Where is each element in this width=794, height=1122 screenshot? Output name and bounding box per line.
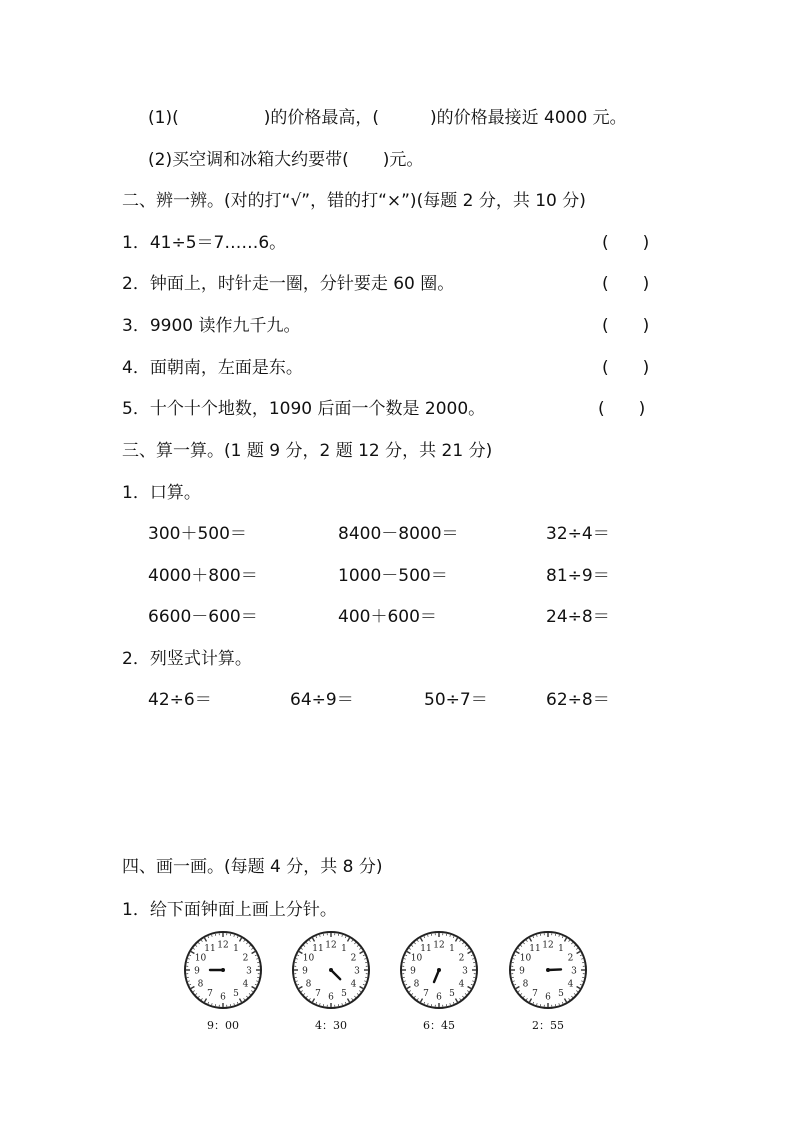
clock-number: 8 bbox=[197, 979, 204, 990]
clock-number: 6 bbox=[545, 992, 551, 1003]
clock-time-label-4: 2：55 bbox=[532, 1019, 564, 1032]
clock-number: 2 bbox=[567, 953, 574, 964]
part1-question-2: (2)买空调和冰箱大约要带( )元。 bbox=[148, 150, 424, 170]
clock-number: 12 bbox=[325, 940, 337, 951]
clock-number: 4 bbox=[242, 979, 249, 990]
vertical-calc-item: 42÷6＝ bbox=[148, 690, 212, 710]
clock-number: 4 bbox=[567, 979, 574, 990]
clock-number: 3 bbox=[462, 966, 468, 977]
clock-number: 6 bbox=[436, 992, 442, 1003]
clock-number: 8 bbox=[305, 979, 312, 990]
judge-item-5: 5．十个十个地数，1090 后面一个数是 2000。 bbox=[122, 399, 486, 419]
answer-paren-2[interactable]: ( ) bbox=[602, 274, 650, 294]
clock-number: 10 bbox=[194, 953, 207, 964]
clock-number: 7 bbox=[532, 989, 538, 1000]
clock-number: 9 bbox=[519, 966, 525, 977]
clock-number: 7 bbox=[207, 989, 213, 1000]
oral-calc-item: 81÷9＝ bbox=[546, 566, 610, 586]
clock-face-1[interactable] bbox=[182, 929, 264, 1011]
oral-calc-item: 24÷8＝ bbox=[546, 607, 610, 627]
oral-calc-item: 1000－500＝ bbox=[338, 566, 448, 586]
vertical-calc-item: 50÷7＝ bbox=[424, 690, 488, 710]
clock-number: 2 bbox=[242, 953, 249, 964]
oral-calc-item: 6600－600＝ bbox=[148, 607, 258, 627]
judge-item-3: 3．9900 读作九千九。 bbox=[122, 316, 301, 336]
clock-number: 3 bbox=[354, 966, 360, 977]
draw-clock-title: 1．给下面钟面上画上分针。 bbox=[122, 900, 337, 920]
clock-number: 2 bbox=[350, 953, 357, 964]
clock-number: 11 bbox=[420, 943, 432, 954]
clock-number: 12 bbox=[217, 940, 229, 951]
oral-calc-title: 1．口算。 bbox=[122, 483, 201, 503]
clock-time-label-1: 9：00 bbox=[207, 1019, 239, 1032]
clock-number: 5 bbox=[558, 989, 564, 1000]
answer-paren-1[interactable]: ( ) bbox=[602, 233, 650, 253]
part3-heading: 三、算一算。(1 题 9 分，2 题 12 分，共 21 分) bbox=[122, 441, 493, 461]
oral-calc-item: 4000＋800＝ bbox=[148, 566, 258, 586]
clock-number: 7 bbox=[315, 989, 321, 1000]
clock-time-label-2: 4：30 bbox=[315, 1019, 347, 1032]
clock-number: 1 bbox=[449, 943, 455, 954]
clock-number: 10 bbox=[410, 953, 423, 964]
clock-number: 4 bbox=[458, 979, 465, 990]
clock-number: 11 bbox=[312, 943, 324, 954]
clock-number: 1 bbox=[341, 943, 347, 954]
answer-paren-4[interactable]: ( ) bbox=[602, 358, 650, 378]
clock-number: 6 bbox=[328, 992, 334, 1003]
clock-number: 5 bbox=[233, 989, 239, 1000]
oral-calc-item: 32÷4＝ bbox=[546, 524, 610, 544]
clock-number: 10 bbox=[302, 953, 315, 964]
judge-item-1: 1．41÷5＝7……6。 bbox=[122, 233, 287, 253]
clock-number: 8 bbox=[522, 979, 529, 990]
clock-number: 9 bbox=[194, 966, 200, 977]
clock-number: 2 bbox=[458, 953, 465, 964]
judge-item-2: 2．钟面上，时针走一圈，分针要走 60 圈。 bbox=[122, 274, 455, 294]
clock-number: 7 bbox=[423, 989, 429, 1000]
clock-number: 4 bbox=[350, 979, 357, 990]
clock-number: 12 bbox=[542, 940, 554, 951]
part1-question-1: (1)( )的价格最高，( )的价格最接近 4000 元。 bbox=[148, 108, 627, 128]
vertical-calc-item: 62÷8＝ bbox=[546, 690, 610, 710]
clock-number: 3 bbox=[246, 966, 252, 977]
clock-face-2[interactable] bbox=[290, 929, 372, 1011]
clock-center bbox=[437, 968, 441, 972]
oral-calc-item: 400＋600＝ bbox=[338, 607, 437, 627]
clock-number: 5 bbox=[341, 989, 347, 1000]
clock-number: 6 bbox=[220, 992, 226, 1003]
answer-paren-3[interactable]: ( ) bbox=[602, 316, 650, 336]
clock-number: 5 bbox=[449, 989, 455, 1000]
clock-center bbox=[221, 968, 225, 972]
vertical-calc-title: 2．列竖式计算。 bbox=[122, 649, 252, 669]
clock-number: 1 bbox=[558, 943, 564, 954]
clock-number: 9 bbox=[302, 966, 308, 977]
clock-number: 12 bbox=[433, 940, 445, 951]
clock-number: 10 bbox=[519, 953, 532, 964]
clock-time-label-3: 6：45 bbox=[423, 1019, 455, 1032]
clock-number: 9 bbox=[410, 966, 416, 977]
clock-center bbox=[546, 968, 550, 972]
judge-item-4: 4．面朝南，左面是东。 bbox=[122, 358, 303, 378]
clock-number: 3 bbox=[571, 966, 577, 977]
clock-number: 11 bbox=[529, 943, 541, 954]
clock-face-3[interactable] bbox=[398, 929, 480, 1011]
answer-paren-5[interactable]: ( ) bbox=[598, 399, 646, 419]
part2-heading: 二、辨一辨。(对的打“√”，错的打“×”)(每题 2 分，共 10 分) bbox=[122, 191, 586, 211]
oral-calc-item: 300＋500＝ bbox=[148, 524, 247, 544]
clock-number: 8 bbox=[413, 979, 420, 990]
vertical-calc-item: 64÷9＝ bbox=[290, 690, 354, 710]
oral-calc-item: 8400－8000＝ bbox=[338, 524, 459, 544]
part4-heading: 四、画一画。(每题 4 分，共 8 分) bbox=[122, 857, 383, 877]
clock-face-4[interactable] bbox=[507, 929, 589, 1011]
clock-number: 1 bbox=[233, 943, 239, 954]
clock-number: 11 bbox=[204, 943, 216, 954]
clock-center bbox=[329, 968, 333, 972]
